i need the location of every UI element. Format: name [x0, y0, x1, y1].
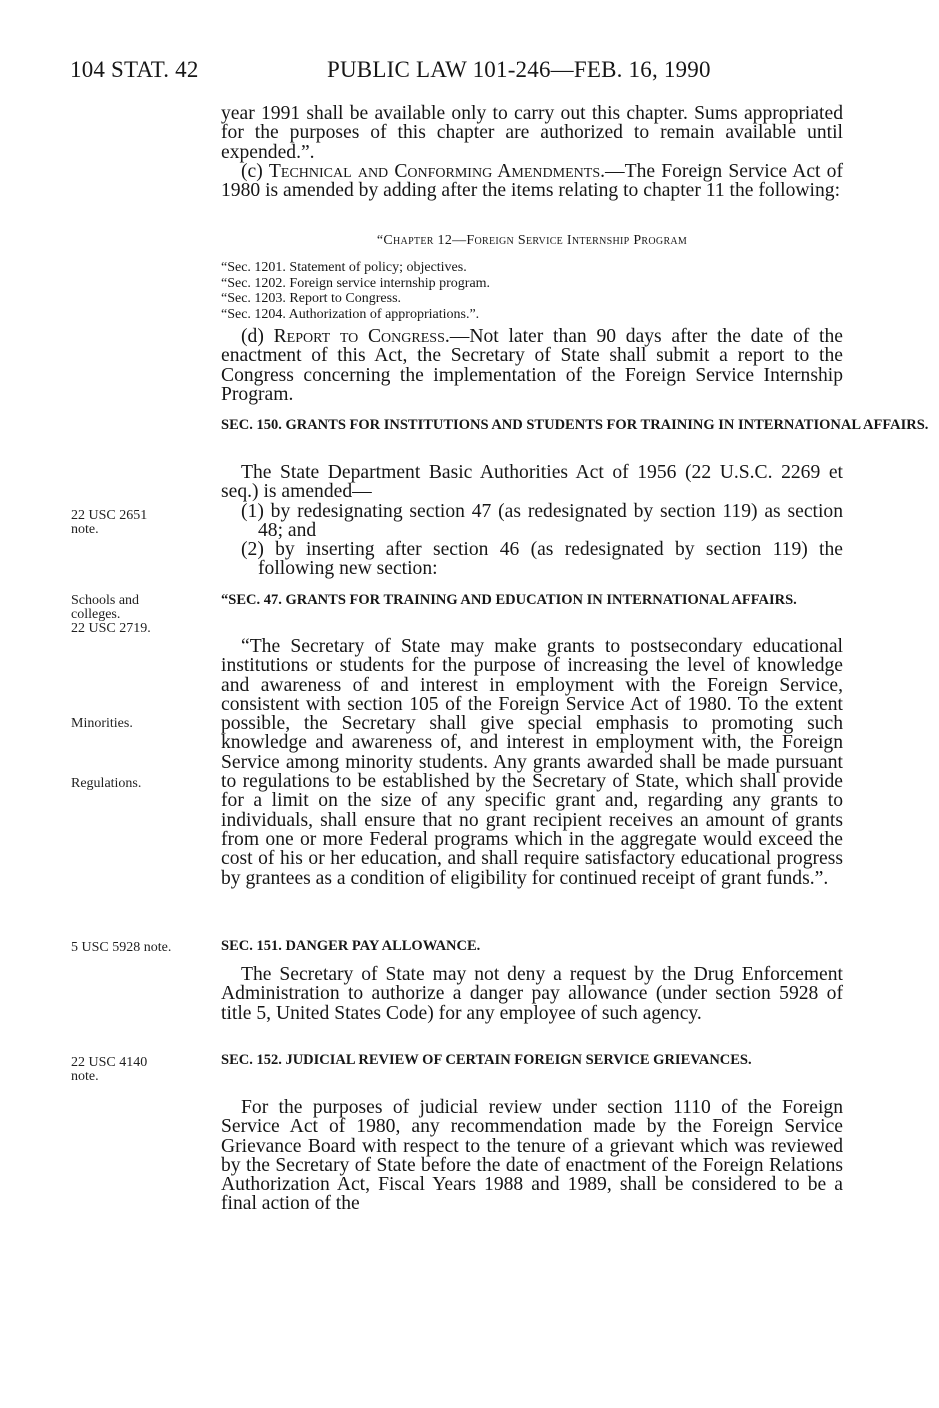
subsection-c [221, 162, 843, 201]
continuation-paragraph [221, 104, 843, 200]
toc-item-1202: “Sec. 1202. Foreign service internship program. [221, 275, 491, 291]
subsection-d-label: (d) [241, 326, 274, 347]
subsection-d-text: —Not later than 90 days after the date of the enactment of this Act, the Secretary of State shall submit a report to the Congress concerning the implementation of the Foreign Service Internship Program. [221, 326, 843, 405]
sec-150-item-2: (2) by inserting after section 46 (as redesignated by section 119) the following new section: [241, 539, 843, 580]
margin-note-5-usc-5928: 5 USC 5928 note. [71, 940, 172, 955]
subsection-d-paragraph [221, 327, 843, 404]
toc-item-1204: “Sec. 1204. Authorization of appropriations.”. [221, 306, 480, 322]
subsection-c-heading: Technical and Conforming Amendments. [268, 160, 606, 182]
chapter-12-table-of-contents [221, 260, 843, 322]
running-header: PUBLIC LAW 101-246—FEB. 16, 1990 [327, 57, 711, 82]
margin-note-22-usc-2651: 22 USC 2651 note. [71, 508, 148, 537]
sec-150-item-1: (1) by redesignating section 47 (as redesignated by section 119) as section 48; and [241, 500, 843, 541]
sec-152-text: For the purposes of judicial review under section 1110 of the Foreign Service Act of 1980, any recommendation made by the Foreign Service Grievance Board with respect to the tenure of a grievant which was reviewed by the Secretary of State before the date of enactment of the Foreign Relations Authorization Act, Fiscal Years 1988 and 1989, shall be considered to be a final action of the [221, 1097, 843, 1215]
sec-152-heading: SEC. 152. JUDICIAL REVIEW OF CERTAIN FOREIGN SERVICE GRIEVANCES. [221, 1052, 752, 1068]
sec-151-heading: SEC. 151. DANGER PAY ALLOWANCE. [221, 938, 481, 954]
chapter-12-heading: “Chapter 12—Foreign Service Internship Program [376, 233, 688, 248]
sec-151-body [221, 965, 843, 1023]
subsection-c-text: —The Foreign Service Act of 1980 is amended by adding after the items relating to chapter 11 the following: [221, 160, 843, 202]
page-number: 104 STAT. 42 [70, 57, 199, 82]
subsection-c-label: (c) [241, 160, 269, 182]
continuation-text: year 1991 shall be available only to carry out this chapter. Sums appropriated for the purposes of this chapter are authorized to remain available until expended.”. [221, 103, 843, 163]
sec-152-body [221, 1098, 843, 1214]
sec-47-heading: “SEC. 47. GRANTS FOR TRAINING AND EDUCATION IN INTERNATIONAL AFFAIRS. [221, 592, 797, 608]
sec-150-intro: The State Department Basic Authorities Act of 1956 (22 U.S.C. 2269 et seq.) is amended— [221, 462, 843, 503]
margin-note-regulations: Regulations. [71, 776, 142, 791]
subsection-d-heading: Report to Congress. [273, 326, 450, 347]
toc-item-1203: “Sec. 1203. Report to Congress. [221, 291, 402, 306]
sec-151-text: The Secretary of State may not deny a request by the Drug Enforcement Administration to authorize a danger pay allowance (under section 5928 of title 5, United States Code) for any employee of such agency. [221, 964, 843, 1024]
sec-47-text: “The Secretary of State may make grants to postsecondary educational institutions or students for the purpose of increasing the level of knowledge and awareness of and interest in employment with the Foreign Service, consistent with section 105 of the Foreign Service Act of 1980. To the extent possible, the Secretary shall give special emphasis to promoting such knowledge and awareness of, and interest in employment with, the Foreign Service among minority students. Any grants awarded shall be made pursuant to regulations to be established by the Secretary of State, which shall provide for a limit on the size of any specific grant and, regarding any grants to individuals, shall ensure that no grant recipient receives an amount of grants from one or more Federal programs which in the aggregate would exceed the cost of his or her education, and shall require satisfactory educational progress by grantees as a condition of eligibility for continued receipt of grant funds.”. [221, 636, 843, 889]
toc-item-1201: “Sec. 1201. Statement of policy; objectives. [221, 260, 467, 275]
margin-note-minorities: Minorities. [71, 716, 133, 731]
margin-note-schools-and-colleges: Schools and colleges. 22 USC 2719. [71, 593, 151, 636]
sec-150-heading: SEC. 150. GRANTS FOR INSTITUTIONS AND STUDENTS FOR TRAINING IN INTERNATIONAL AFFAIRS. [221, 417, 929, 433]
subsection-d [221, 327, 843, 404]
margin-note-22-usc-4140: 22 USC 4140 note. [71, 1055, 148, 1084]
sec-47-body [221, 637, 843, 888]
sec-150-body [221, 463, 843, 579]
